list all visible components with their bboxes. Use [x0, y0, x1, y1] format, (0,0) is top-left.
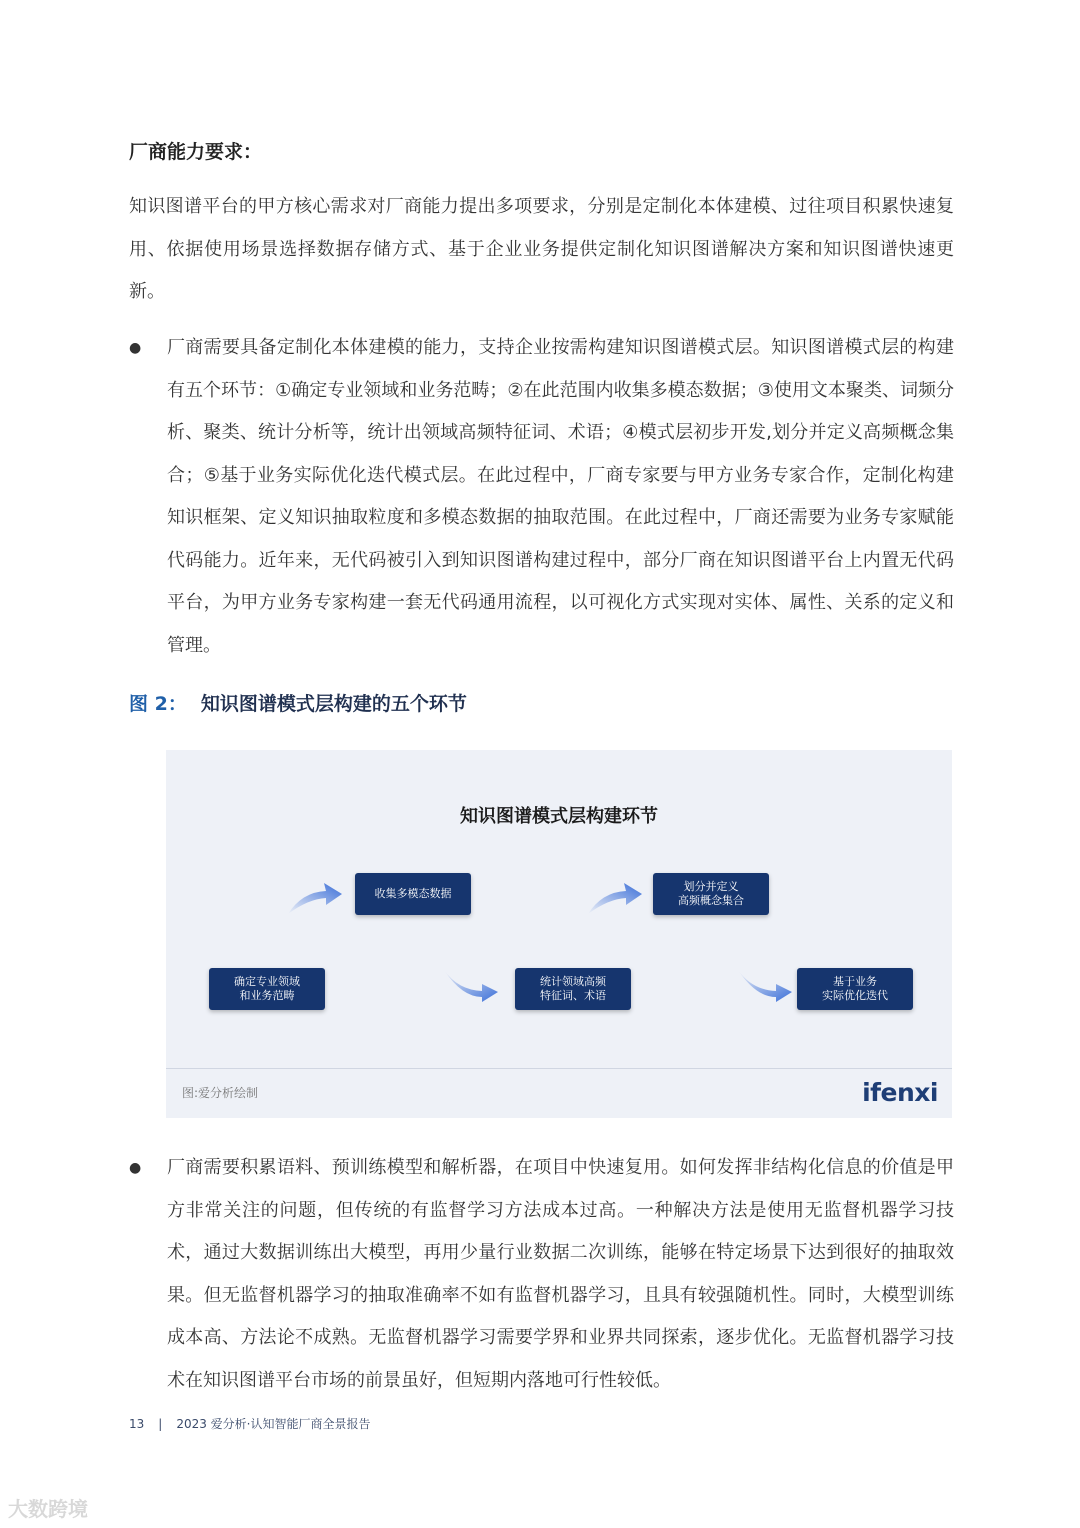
bullet-text-1: 厂商需要具备定制化本体建模的能力，支持企业按需构建知识图谱模式层。知识图谱模式层的构建有五个环节：①确定专业领域和业务范畴；②在此范围内收集多模态数据；③使用文本聚类、词频分析、聚类、统计分析等，统计出领域高频特征词、术语；④模式层初步开发,划分并定义高频概念集合；⑤基于业务实际优化迭代模式层。在此过程中，厂商专家要与甲方业务专家合作，定制化构建知识框架、定义知识抽取粒度和多模态数据的抽取范围。在此过程中，厂商还需要为业务专家赋能代码能力。近年来，无代码被引入到知识图谱构建过程中，部分厂商在知识图谱平台上内置无代码平台，为甲方业务专家构建一套无代码通用流程，以可视化方式实现对实体、属性、关系的定义和管理。	[167, 337, 954, 656]
page-footer	[129, 1415, 371, 1432]
intro-paragraph: 知识图谱平台的甲方核心需求对厂商能力提出多项要求，分别是定制化本体建模、过往项目积累快速复用、依据使用场景选择数据存储方式、基于企业业务提供定制化知识图谱解决方案和知识图谱快速更新。	[129, 196, 954, 302]
step-label: 实际优化迭代	[822, 989, 888, 1002]
arrow-icon	[734, 966, 796, 1006]
step-box-2	[355, 873, 471, 915]
step-label: 统计领域高频	[540, 975, 606, 988]
report-title: 2023 爱分析·认知智能厂商全景报告	[176, 1417, 371, 1431]
page-number: 13	[129, 1417, 145, 1431]
step-box-3	[515, 968, 631, 1010]
arrow-icon	[584, 878, 646, 918]
figure-caption	[129, 689, 467, 716]
section-heading: 厂商能力要求：	[129, 141, 263, 163]
step-box-1	[209, 968, 325, 1010]
arrow-icon	[284, 878, 346, 918]
step-box-5	[797, 968, 913, 1010]
footer-separator: |	[158, 1417, 163, 1431]
arrow-icon	[440, 966, 502, 1006]
ifenxi-logo: ifenxi	[862, 1078, 938, 1107]
figure-diagram	[166, 750, 952, 1118]
watermark	[8, 1493, 88, 1522]
figure-source: 图:爱分析绘制	[182, 1086, 259, 1100]
figure-divider	[166, 1068, 952, 1069]
step-label: 确定专业领域	[234, 975, 300, 988]
bullet-item-2	[129, 1147, 954, 1402]
step-box-4	[653, 873, 769, 915]
step-label: 基于业务	[833, 975, 877, 988]
figure-caption-title: 知识图谱模式层构建的五个环节	[200, 693, 467, 715]
bullet-item-1	[129, 327, 954, 667]
bullet-dot: ●	[129, 340, 142, 356]
step-label: 收集多模态数据	[374, 887, 452, 900]
bullet-text-2: 厂商需要积累语料、预训练模型和解析器，在项目中快速复用。如何发挥非结构化信息的价值是甲方非常关注的问题，但传统的有监督学习方法成本过高。一种解决方法是使用无监督机器学习技术，通过大数据训练出大模型，再用少量行业数据二次训练，能够在特定场景下达到很好的抽取效果。但无监督机器学习的抽取准确率不如有监督机器学习，且具有较强随机性。同时，大模型训练成本高、方法论不成熟。无监督机器学习需要学界和业界共同探索，逐步优化。无监督机器学习技术在知识图谱平台市场的前景虽好，但短期内落地可行性较低。	[167, 1157, 954, 1391]
figure-number: 图 2：	[129, 693, 187, 715]
diagram-title: 知识图谱模式层构建环节	[460, 806, 658, 827]
step-label: 划分并定义	[683, 880, 739, 893]
step-label: 特征词、术语	[540, 989, 606, 1002]
watermark-text: 大数跨境	[8, 1497, 88, 1521]
step-label: 高频概念集合	[678, 894, 744, 907]
bullet-dot: ●	[129, 1160, 142, 1176]
step-label: 和业务范畴	[239, 989, 295, 1002]
